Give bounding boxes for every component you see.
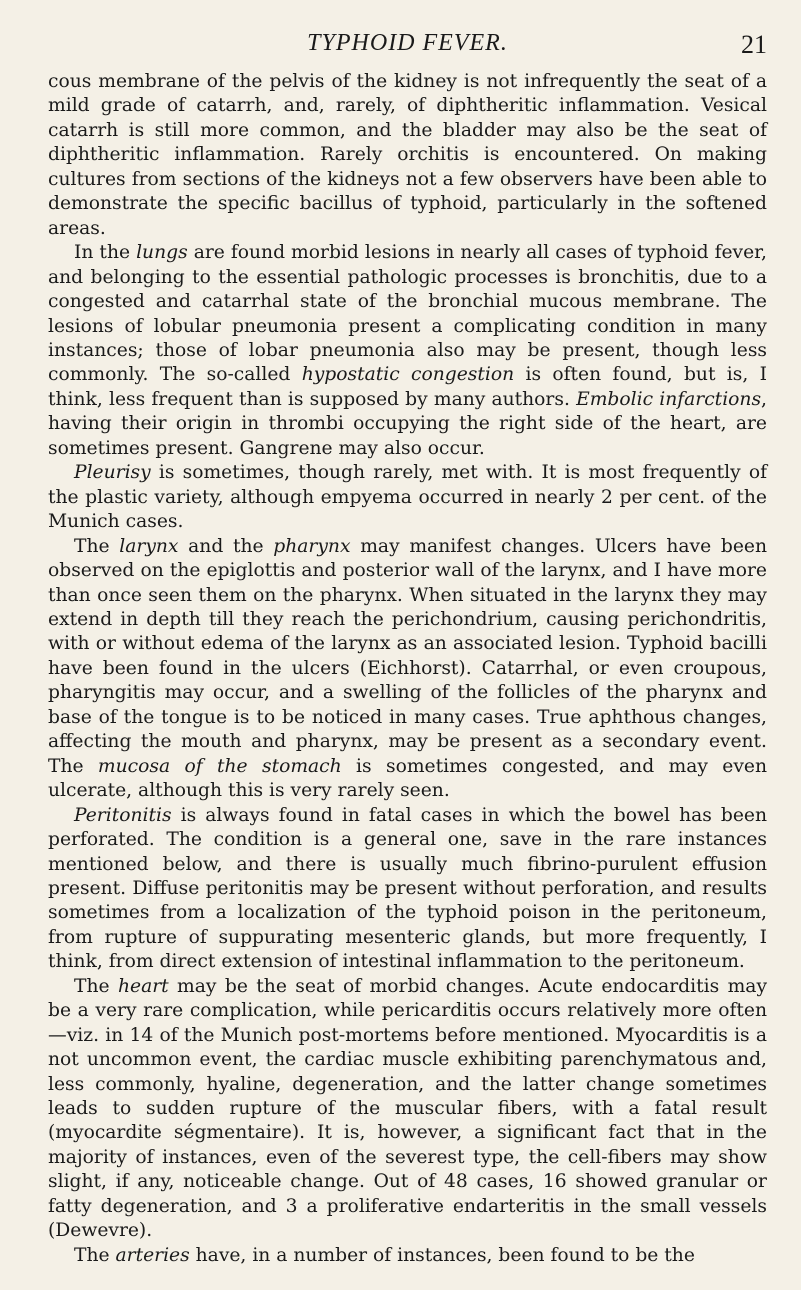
italic-term: lungs <box>136 242 188 264</box>
text-run: The <box>74 1244 116 1266</box>
paragraph <box>48 1244 767 1268</box>
text-run: have, in a number of instances, been found to be the <box>189 1244 695 1266</box>
running-title: TYPHOID FEVER. <box>307 30 508 56</box>
text-run: , having their origin in thrombi occupying the right side of the heart, are sometimes present. Gangrene may also occur. <box>48 388 767 459</box>
text-run: may be the seat of morbid changes. Acute endocarditis may be a very rare complication, while pericarditis occurs relatively more often—viz. in 14 of the Munich post-mortems before mentioned. Myocarditis is a not uncommon event, the cardiac muscle exhibiting parenchymatous and, less commonly, hyaline, degeneration, and the latter change sometimes leads to sudden rupture of the muscular fibers, with a fatal result (myocardite ségmentaire). It is, however, a significant fact that in the majority of instances, even of the severest type, the cell-fibers may show slight, if any, noticeable change. Out of 48 cases, 16 showed granular or fatty degeneration, and 3 a proliferative endarteritis in the small vessels (Dewevre). <box>48 975 768 1242</box>
text-run: The <box>74 535 120 557</box>
italic-term: pharynx <box>273 535 351 557</box>
text-run: may manifest changes. Ulcers have been observed on the epiglottis and posterior wall of the larynx, and I have more than once seen them on the pharynx. When situated in the larynx they may extend in depth till they reach the perichondrium, causing perichondritis, with or without edema of the larynx as an associated lesion. Typhoid bacilli have been found in the ulcers (Eichhorst). Catarrhal, or even croupous, pharyngitis may occur, and a swelling of the follicles of the pharynx and base of the tongue is to be noticed in many cases. True aphthous changes, affecting the mouth and pharynx, may be present as a secondary event. The <box>48 535 767 777</box>
paragraph <box>48 804 767 975</box>
italic-term: Embolic infarctions <box>576 388 762 410</box>
text-run: is often found, but is, I think, less frequent than is supposed by many authors. <box>48 364 767 410</box>
text-run: and the <box>178 535 274 557</box>
running-header <box>48 30 767 70</box>
paragraph <box>48 241 767 461</box>
body-text <box>48 70 767 1268</box>
paragraph <box>48 535 767 804</box>
text-run: The <box>74 975 118 997</box>
italic-term: Pleurisy <box>74 462 151 484</box>
italic-term: larynx <box>119 535 179 557</box>
text-run: In the <box>74 242 137 264</box>
italic-term: hypostatic congestion <box>301 364 515 386</box>
italic-term: Peritonitis <box>74 804 172 826</box>
text-run: is sometimes congested, and may even ulcerate, although this is very rarely seen. <box>48 755 768 802</box>
italic-term: heart <box>117 975 169 997</box>
text-run: is always found in fatal cases in which the bowel has been perforated. The condition is a general one, save in the rare instances mentioned below, and there is usually much fibrino-purulent effusion present. Diffuse peritonitis may be present without perforation, and results sometimes from a localization of the typhoid poison in the peritoneum, from rupture of suppurating mesenteric glands, but more frequently, I think, from direct extension of intestinal inflammation to the peritoneum. <box>48 804 767 973</box>
italic-term: mucosa of the stomach <box>97 755 342 777</box>
italic-term: arteries <box>115 1244 190 1266</box>
paragraph <box>48 70 767 241</box>
text-run: cous membrane of the pelvis of the kidney is not infrequently the seat of a mild grade of catarrh, and, rarely, of diphtheritic inflammation. Vesical catarrh is still more common, and the bladder may also be the seat of diphtheritic inflammation. Rarely orchitis is encountered. On making cultures from sections of the kidneys not a few observers have been able to demonstrate the specific bacillus of typhoid, particularly in the softened areas. <box>48 71 767 239</box>
text-run: are found morbid lesions in nearly all cases of typhoid fever, and belonging to the essential pathologic processes is bronchitis, due to a congested and catarrhal state of the bronchial mucous membrane. The lesions of lobular pneumonia present a complicating condition in many instances; those of lobar pneumonia also may be present, though less commonly. The so-called <box>48 242 767 386</box>
paragraph <box>48 461 767 534</box>
paragraph <box>48 975 767 1244</box>
text-run: is sometimes, though rarely, met with. It is most frequently of the plastic variety, although empyema occurred in nearly 2 per cent. of the Munich cases. <box>48 462 767 533</box>
page-number: 21 <box>741 30 767 59</box>
